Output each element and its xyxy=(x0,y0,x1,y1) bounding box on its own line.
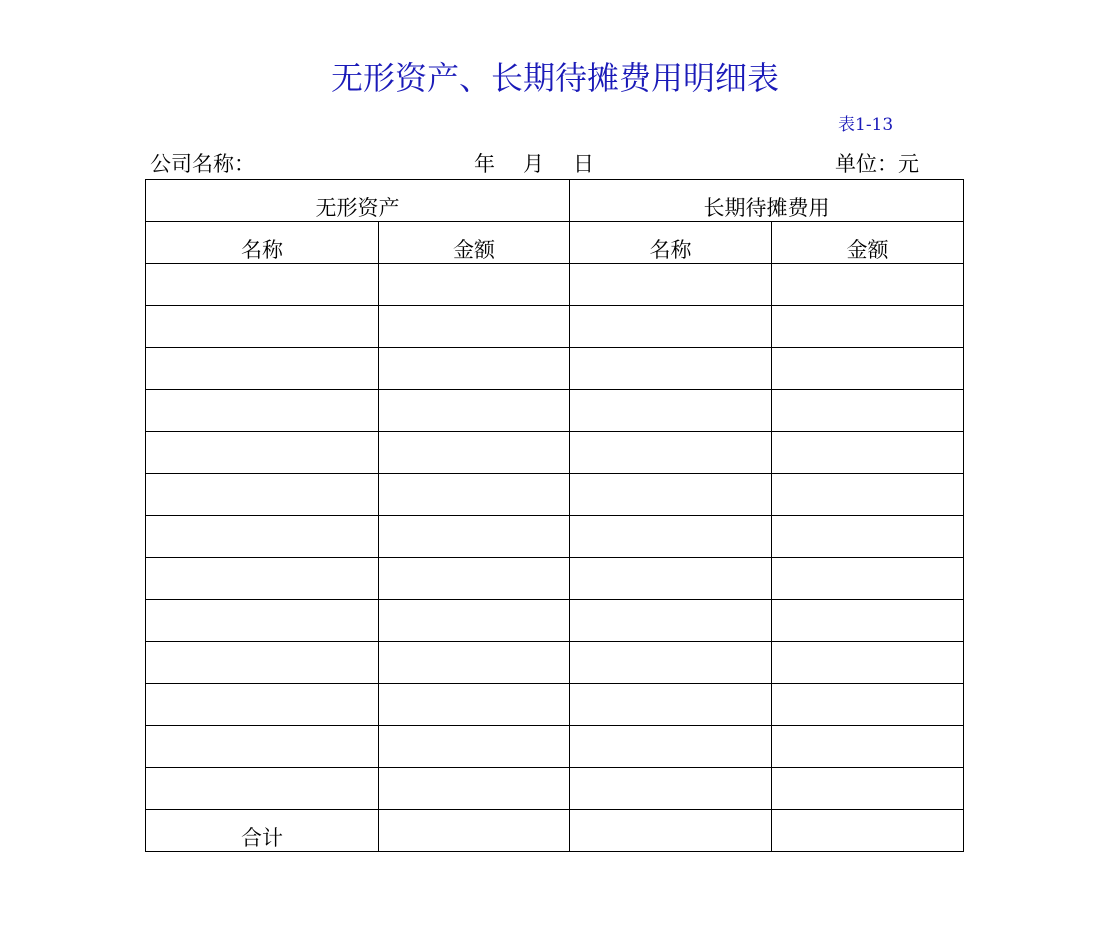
amount-cell[interactable] xyxy=(772,642,964,684)
name-cell[interactable] xyxy=(146,390,379,432)
name-cell[interactable] xyxy=(570,432,772,474)
amount-cell[interactable] xyxy=(772,264,964,306)
name-cell[interactable] xyxy=(146,600,379,642)
amount-cell[interactable] xyxy=(379,768,570,810)
column-header-name: 名称 xyxy=(146,222,379,264)
name-cell[interactable] xyxy=(570,558,772,600)
name-cell[interactable] xyxy=(570,264,772,306)
column-header-amount: 金额 xyxy=(772,222,964,264)
table-row xyxy=(146,474,964,516)
amount-cell[interactable] xyxy=(379,264,570,306)
amount-cell[interactable] xyxy=(379,432,570,474)
name-cell[interactable] xyxy=(570,726,772,768)
group-header-row xyxy=(146,180,964,222)
date-year-label: 年 xyxy=(474,152,495,176)
group-header-intangible-assets: 无形资产 xyxy=(146,180,570,222)
amount-cell[interactable] xyxy=(379,390,570,432)
name-cell[interactable] xyxy=(570,642,772,684)
table-row xyxy=(146,768,964,810)
amount-cell[interactable] xyxy=(772,516,964,558)
amount-cell[interactable] xyxy=(379,558,570,600)
amount-cell[interactable] xyxy=(772,684,964,726)
amount-cell[interactable] xyxy=(379,516,570,558)
name-cell[interactable] xyxy=(570,516,772,558)
name-cell[interactable] xyxy=(146,768,379,810)
column-header-row xyxy=(146,222,964,264)
amount-cell[interactable] xyxy=(379,306,570,348)
table-row xyxy=(146,516,964,558)
amount-cell[interactable] xyxy=(379,684,570,726)
company-name-label: 公司名称： xyxy=(150,152,255,176)
table-row xyxy=(146,726,964,768)
table-number: 表1-13 xyxy=(838,115,894,135)
column-header-name: 名称 xyxy=(570,222,772,264)
name-cell[interactable] xyxy=(570,600,772,642)
name-cell[interactable] xyxy=(570,306,772,348)
date-month-label: 月 xyxy=(523,152,544,176)
table-row xyxy=(146,348,964,390)
amount-cell[interactable] xyxy=(379,642,570,684)
total-amount-cell[interactable] xyxy=(570,810,772,852)
unit-label: 单位：元 xyxy=(835,152,919,176)
name-cell[interactable] xyxy=(570,684,772,726)
table-row xyxy=(146,642,964,684)
table-body xyxy=(146,264,964,852)
name-cell[interactable] xyxy=(146,684,379,726)
name-cell[interactable] xyxy=(146,474,379,516)
name-cell[interactable] xyxy=(146,516,379,558)
name-cell[interactable] xyxy=(146,348,379,390)
table-row xyxy=(146,600,964,642)
amount-cell[interactable] xyxy=(379,600,570,642)
name-cell[interactable] xyxy=(570,390,772,432)
table-row xyxy=(146,264,964,306)
amount-cell[interactable] xyxy=(772,768,964,810)
document-title: 无形资产、长期待摊费用明细表 xyxy=(330,59,779,97)
table-row xyxy=(146,558,964,600)
table-row xyxy=(146,390,964,432)
amount-cell[interactable] xyxy=(772,306,964,348)
total-label: 合计 xyxy=(146,810,379,852)
amount-cell[interactable] xyxy=(772,558,964,600)
table-row xyxy=(146,306,964,348)
name-cell[interactable] xyxy=(146,306,379,348)
amount-cell[interactable] xyxy=(772,390,964,432)
amount-cell[interactable] xyxy=(772,600,964,642)
total-amount-cell[interactable] xyxy=(772,810,964,852)
amount-cell[interactable] xyxy=(772,348,964,390)
name-cell[interactable] xyxy=(146,432,379,474)
name-cell[interactable] xyxy=(146,264,379,306)
name-cell[interactable] xyxy=(570,768,772,810)
amount-cell[interactable] xyxy=(379,474,570,516)
detail-table xyxy=(145,179,964,852)
amount-cell[interactable] xyxy=(772,726,964,768)
name-cell[interactable] xyxy=(146,726,379,768)
name-cell[interactable] xyxy=(570,348,772,390)
total-row xyxy=(146,810,964,852)
amount-cell[interactable] xyxy=(772,432,964,474)
total-amount-cell[interactable] xyxy=(379,810,570,852)
name-cell[interactable] xyxy=(146,558,379,600)
name-cell[interactable] xyxy=(146,642,379,684)
table-row xyxy=(146,684,964,726)
date-day-label: 日 xyxy=(573,152,594,176)
name-cell[interactable] xyxy=(570,474,772,516)
table-row xyxy=(146,432,964,474)
group-header-long-term-deferred-expenses: 长期待摊费用 xyxy=(570,180,964,222)
column-header-amount: 金额 xyxy=(379,222,570,264)
amount-cell[interactable] xyxy=(379,348,570,390)
amount-cell[interactable] xyxy=(772,474,964,516)
amount-cell[interactable] xyxy=(379,726,570,768)
